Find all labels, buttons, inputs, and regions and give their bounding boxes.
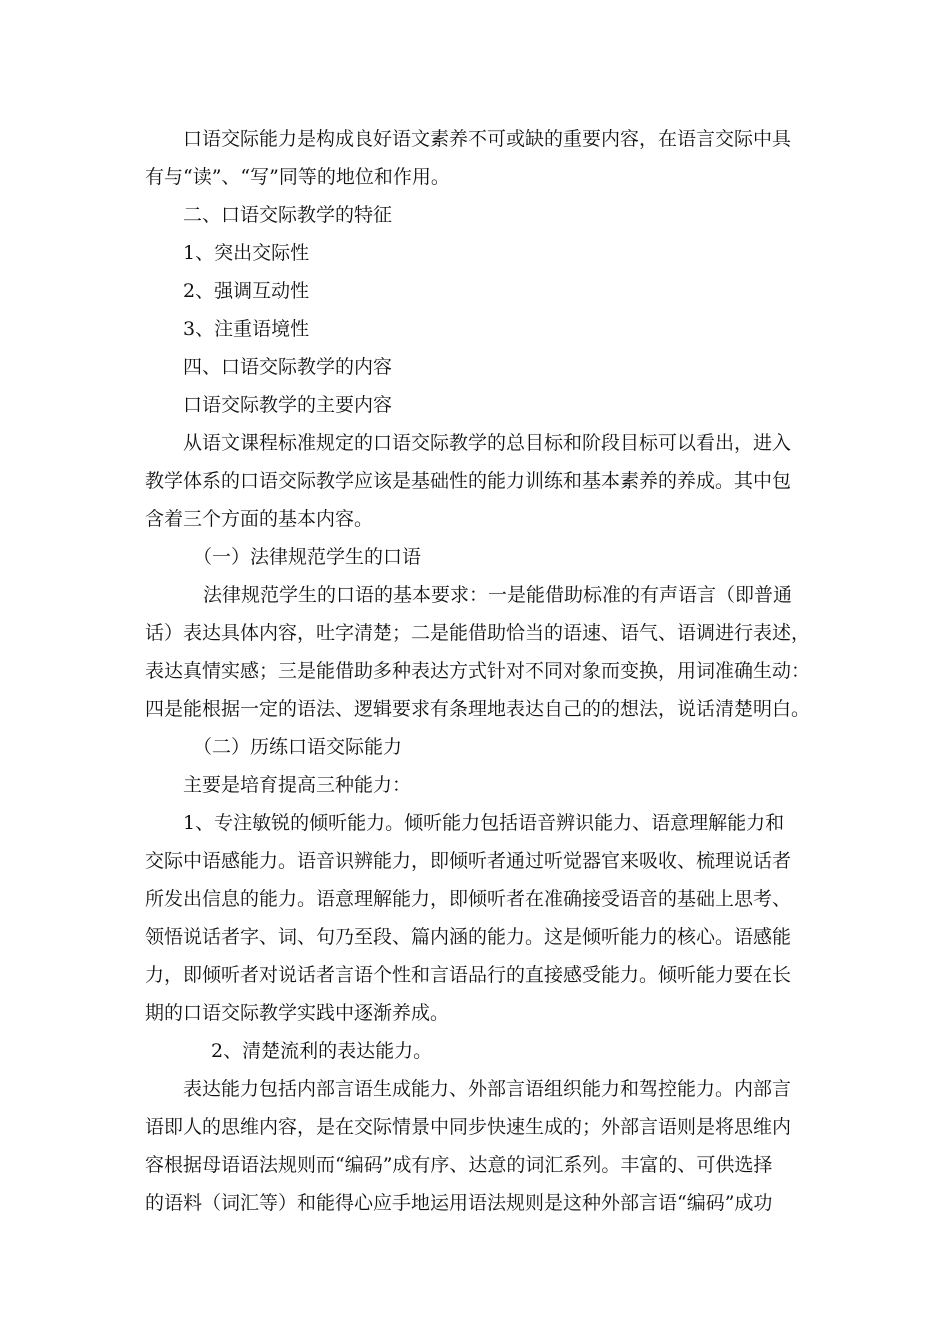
subsection-heading: 口语交际教学的主要内容	[183, 394, 393, 416]
section-heading: 四、口语交际教学的内容	[183, 356, 393, 378]
text-line: 表达真情实感；三是能借助多种表达方式针对不同对象而变换，用词准确生动：	[145, 660, 811, 682]
text-line: 所发出信息的能力。语意理解能力，即倾听者在准确接受语音的基础上思考、	[145, 888, 792, 910]
text-line: 含着三个方面的基本内容。	[145, 508, 374, 530]
text-line: 力，即倾听者对说话者言语个性和言语品行的直接感受能力。倾听能力要在长	[145, 964, 792, 986]
text-line: 期的口语交际教学实践中逐渐养成。	[145, 1002, 450, 1024]
list-item: 3、注重语境性	[183, 318, 310, 340]
list-item: 2、强调互动性	[183, 280, 310, 302]
subsection-heading: （一）法律规范学生的口语	[193, 546, 422, 568]
section-heading: 二、口语交际教学的特征	[183, 204, 393, 226]
text-line: 教学体系的口语交际教学应该是基础性的能力训练和基本素养的养成。其中包	[145, 470, 792, 492]
text-line: 领悟说话者字、词、句乃至段、篇内涵的能力。这是倾听能力的核心。语感能	[145, 926, 792, 948]
text-line: 从语文课程标准规定的口语交际教学的总目标和阶段目标可以看出，进入	[183, 432, 792, 454]
list-item: 1、突出交际性	[183, 242, 310, 264]
text-line: 的语料（词汇等）和能得心应手地运用语法规则是这种外部言语“编码”成功	[145, 1192, 773, 1214]
text-line: 交际中语感能力。语音识辨能力，即倾听者通过听觉器官来吸收、梳理说话者	[145, 850, 792, 872]
text-line: 容根据母语语法规则而“编码”成有序、达意的词汇系列。丰富的、可供选择	[145, 1154, 773, 1176]
text-line: 表达能力包括内部言语生成能力、外部言语组织能力和驾控能力。内部言	[183, 1078, 792, 1100]
text-line: 1、专注敏锐的倾听能力。倾听能力包括语音辨识能力、语意理解能力和	[183, 812, 785, 834]
subsection-heading: （二）历练口语交际能力	[193, 736, 403, 758]
text-line: 法律规范学生的口语的基本要求：一是能借助标准的有声语言（即普通	[203, 584, 793, 606]
text-line: 话）表达具体内容，吐字清楚；二是能借助恰当的语速、语气、语调进行表述，	[145, 622, 811, 644]
text-line: 有与“读”、“写”同等的地位和作用。	[145, 166, 450, 188]
text-line: 四是能根据一定的语法、逻辑要求有条理地表达自己的的想法，说话清楚明白。	[145, 698, 811, 720]
text-line: 口语交际能力是构成良好语文素养不可或缺的重要内容，在语言交际中具	[183, 128, 792, 150]
subsection-heading: 2、清楚流利的表达能力。	[211, 1040, 433, 1062]
text-line: 语即人的思维内容，是在交际情景中同步快速生成的；外部言语则是将思维内	[145, 1116, 792, 1138]
text-line: 主要是培育提高三种能力：	[183, 774, 412, 796]
